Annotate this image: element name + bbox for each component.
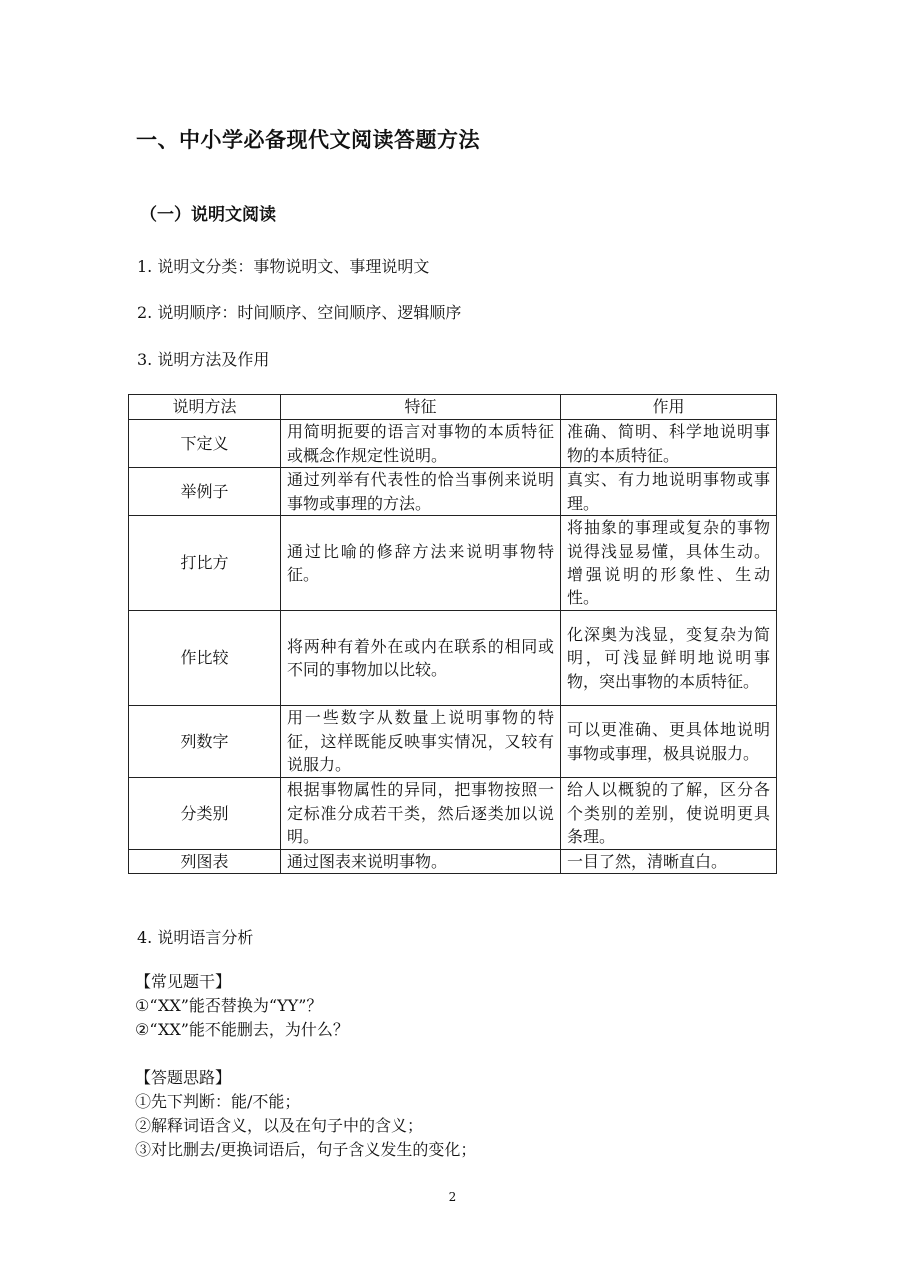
list-item: 2. 说明顺序：时间顺序、空间顺序、逻辑顺序 bbox=[137, 303, 462, 322]
question-line: ②“XX”能不能删去，为什么？ bbox=[135, 1020, 349, 1039]
feature-cell: 根据事物属性的异同，把事物按照一定标准分成若干类，然后逐类加以说明。 bbox=[281, 778, 561, 850]
feature-cell: 通过图表来说明事物。 bbox=[281, 850, 561, 874]
effect-cell: 准确、简明、科学地说明事物的本质特征。 bbox=[561, 420, 777, 468]
page-number: 2 bbox=[448, 1190, 457, 1204]
list-item: 3. 说明方法及作用 bbox=[137, 350, 270, 369]
table-row bbox=[129, 778, 777, 850]
feature-cell: 用简明扼要的语言对事物的本质特征或概念作规定性说明。 bbox=[281, 420, 561, 468]
table-row bbox=[129, 850, 777, 874]
method-cell: 分类别 bbox=[129, 778, 281, 850]
table-row bbox=[129, 611, 777, 706]
answer-approach-block bbox=[135, 1066, 476, 1162]
method-cell: 列数字 bbox=[129, 706, 281, 778]
table-row bbox=[129, 468, 777, 516]
method-cell: 举例子 bbox=[129, 468, 281, 516]
common-questions-block bbox=[135, 970, 349, 1042]
effect-cell: 给人以概貌的了解，区分各个类别的差别，使说明更具条理。 bbox=[561, 778, 777, 850]
table-header-row bbox=[129, 395, 777, 420]
list-item: 1. 说明文分类：事物说明文、事理说明文 bbox=[137, 257, 430, 276]
effect-cell: 化深奥为浅显，变复杂为简明，可浅显鲜明地说明事物，突出事物的本质特征。 bbox=[561, 611, 777, 706]
method-cell: 打比方 bbox=[129, 516, 281, 611]
table-row bbox=[129, 420, 777, 468]
table-row bbox=[129, 516, 777, 611]
approach-line: ②解释词语含义，以及在句子中的含义； bbox=[135, 1116, 424, 1135]
feature-cell: 将两种有着外在或内在联系的相同或不同的事物加以比较。 bbox=[281, 611, 561, 706]
method-cell: 作比较 bbox=[129, 611, 281, 706]
feature-cell: 通过列举有代表性的恰当事例来说明事物或事理的方法。 bbox=[281, 468, 561, 516]
feature-cell: 用一些数字从数量上说明事物的特征，这样既能反映事实情况，又较有说服力。 bbox=[281, 706, 561, 778]
table-row bbox=[129, 706, 777, 778]
subsection-heading: （一）说明文阅读 bbox=[140, 205, 276, 225]
answer-approach-title: 【答题思路】 bbox=[135, 1068, 232, 1087]
column-header-method: 说明方法 bbox=[129, 395, 281, 420]
column-header-feature: 特征 bbox=[281, 395, 561, 420]
method-cell: 下定义 bbox=[129, 420, 281, 468]
approach-line: ①先下判断：能/不能； bbox=[135, 1092, 301, 1111]
effect-cell: 可以更准确、更具体地说明事物或事理，极具说服力。 bbox=[561, 706, 777, 778]
section-heading: 一、中小学必备现代文阅读答题方法 bbox=[136, 128, 480, 152]
column-header-effect: 作用 bbox=[561, 395, 777, 420]
question-line: ①“XX”能否替换为“YY”？ bbox=[135, 996, 323, 1015]
method-cell: 列图表 bbox=[129, 850, 281, 874]
methods-table bbox=[128, 394, 777, 874]
feature-cell: 通过比喻的修辞方法来说明事物特征。 bbox=[281, 516, 561, 611]
effect-cell: 一目了然，清晰直白。 bbox=[561, 850, 777, 874]
approach-line: ③对比删去/更换词语后，句子含义发生的变化； bbox=[135, 1140, 477, 1159]
list-item: 4. 说明语言分析 bbox=[137, 928, 254, 947]
common-questions-title: 【常见题干】 bbox=[135, 972, 232, 991]
effect-cell: 将抽象的事理或复杂的事物说得浅显易懂，具体生动。增强说明的形象性、生动性。 bbox=[561, 516, 777, 611]
effect-cell: 真实、有力地说明事物或事理。 bbox=[561, 468, 777, 516]
